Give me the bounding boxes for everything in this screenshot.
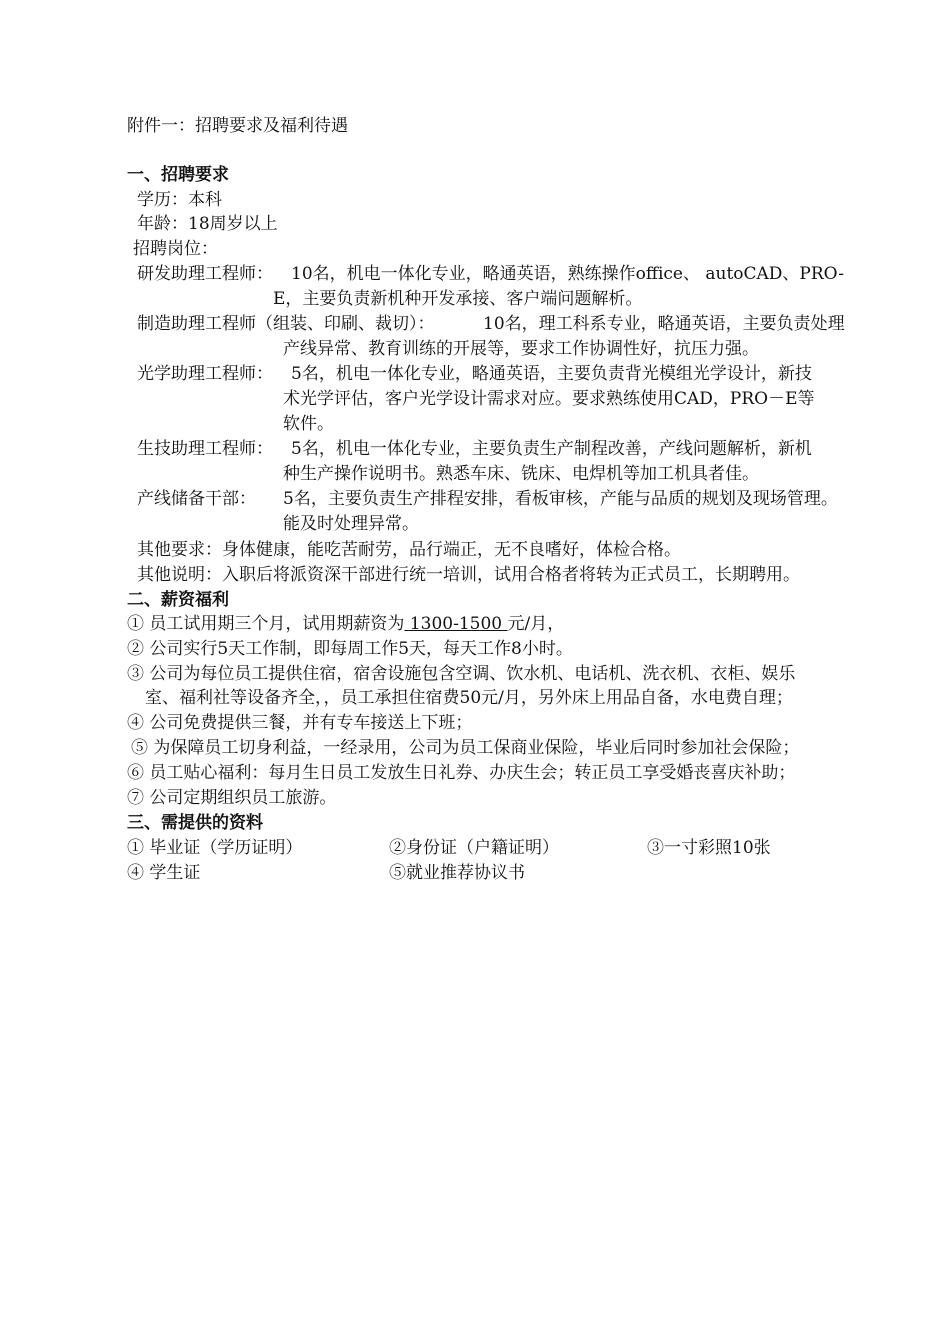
job-desc-line: 5名，机电一体化专业，主要负责生产制程改善，产线问题解析，新机	[291, 439, 812, 459]
benefit-item-4: ④ 公司免费提供三餐，并有专车接送上下班；	[127, 713, 473, 733]
benefit-item-6: ⑥ 员工贴心福利：每月生日员工发放生日礼券、办庆生会；转正员工享受婚丧喜庆补助；	[127, 763, 796, 783]
docs-row-2	[127, 861, 827, 885]
job-label: 产线储备干部：	[137, 489, 256, 509]
doc-item: ③一寸彩照10张	[647, 838, 771, 858]
job-desc-line: 10名，理工科系专业，略通英语，主要负责处理	[483, 314, 845, 334]
job-desc-line: 种生产操作说明书。熟悉车床、铣床、电焊机等加工机具者佳。	[283, 464, 759, 484]
benefit-item-2: ② 公司实行5天工作制，即每周工作5天，每天工作8小时。	[127, 639, 573, 659]
job-label: 制造助理工程师（组装、印刷、裁切）：	[137, 314, 435, 334]
benefit-item-1	[127, 612, 564, 637]
job-desc-line: 10名，机电一体化专业，略通英语，熟练操作office、 autoCAD、PRO-	[291, 264, 844, 284]
positions-label: 招聘岗位：	[133, 239, 218, 259]
job-desc-line: 能及时处理异常。	[283, 514, 419, 534]
doc-item: ②身份证（户籍证明）	[389, 838, 559, 858]
doc-item: ① 毕业证（学历证明）	[127, 838, 303, 858]
job-desc-line: 软件。	[283, 414, 334, 434]
job-desc-line: 5名，主要负责生产排程安排，看板审核，产能与品质的规划及现场管理。	[283, 489, 838, 509]
salary-value: 1300-1500	[404, 614, 508, 634]
doc-item: ④ 学生证	[127, 863, 201, 883]
attachment-title: 附件一：招聘要求及福利待遇	[127, 116, 348, 136]
job-label: 生技助理工程师：	[137, 439, 273, 459]
job-desc-line: 产线异常、教育训练的开展等，要求工作协调性好，抗压力强。	[283, 339, 759, 359]
other-requirements: 其他要求：身体健康，能吃苦耐劳，品行端正，无不良嗜好，体检合格。	[137, 540, 681, 560]
job-label: 研发助理工程师：	[137, 264, 273, 284]
docs-row-1	[127, 836, 827, 860]
other-notes: 其他说明：入职后将派资深干部进行统一培训，试用合格者将转为正式员工，长期聘用。	[137, 565, 800, 585]
benefit-text: ① 员工试用期三个月，试用期薪资为	[127, 614, 405, 634]
section2-heading: 二、薪资福利	[127, 590, 229, 610]
section1-heading: 一、招聘要求	[127, 165, 229, 185]
job-desc-line: E，主要负责新机种开发承接、客户端问题解析。	[273, 289, 643, 309]
job-desc-line: 术光学评估，客户光学设计需求对应。要求熟练使用CAD，PRO－E等	[283, 389, 815, 409]
benefit-item-7: ⑦ 公司定期组织员工旅游。	[127, 788, 337, 808]
section3-heading: 三、需提供的资料	[127, 813, 263, 833]
education-line: 学历：本科	[137, 190, 222, 210]
benefit-item-3-line1: ③ 公司为每位员工提供住宿，宿舍设施包含空调、饮水机、电话机、洗衣机、衣柜、娱乐	[127, 664, 796, 684]
job-label: 光学助理工程师：	[137, 364, 273, 384]
doc-item: ⑤就业推荐协议书	[389, 863, 525, 883]
benefit-item-3-line2: 室、福利社等设备齐全，，员工承担住宿费50元/月，另外床上用品自备，水电费自理；	[145, 688, 793, 708]
age-line: 年龄：18周岁以上	[137, 214, 278, 234]
benefit-item-5: ⑤ 为保障员工切身利益，一经录用，公司为员工保商业保险，毕业后同时参加社会保险；	[131, 738, 800, 758]
benefit-text: 元/月，	[507, 614, 565, 634]
job-desc-line: 5名，机电一体化专业，略通英语，主要负责背光模组光学设计，新技	[291, 364, 812, 384]
